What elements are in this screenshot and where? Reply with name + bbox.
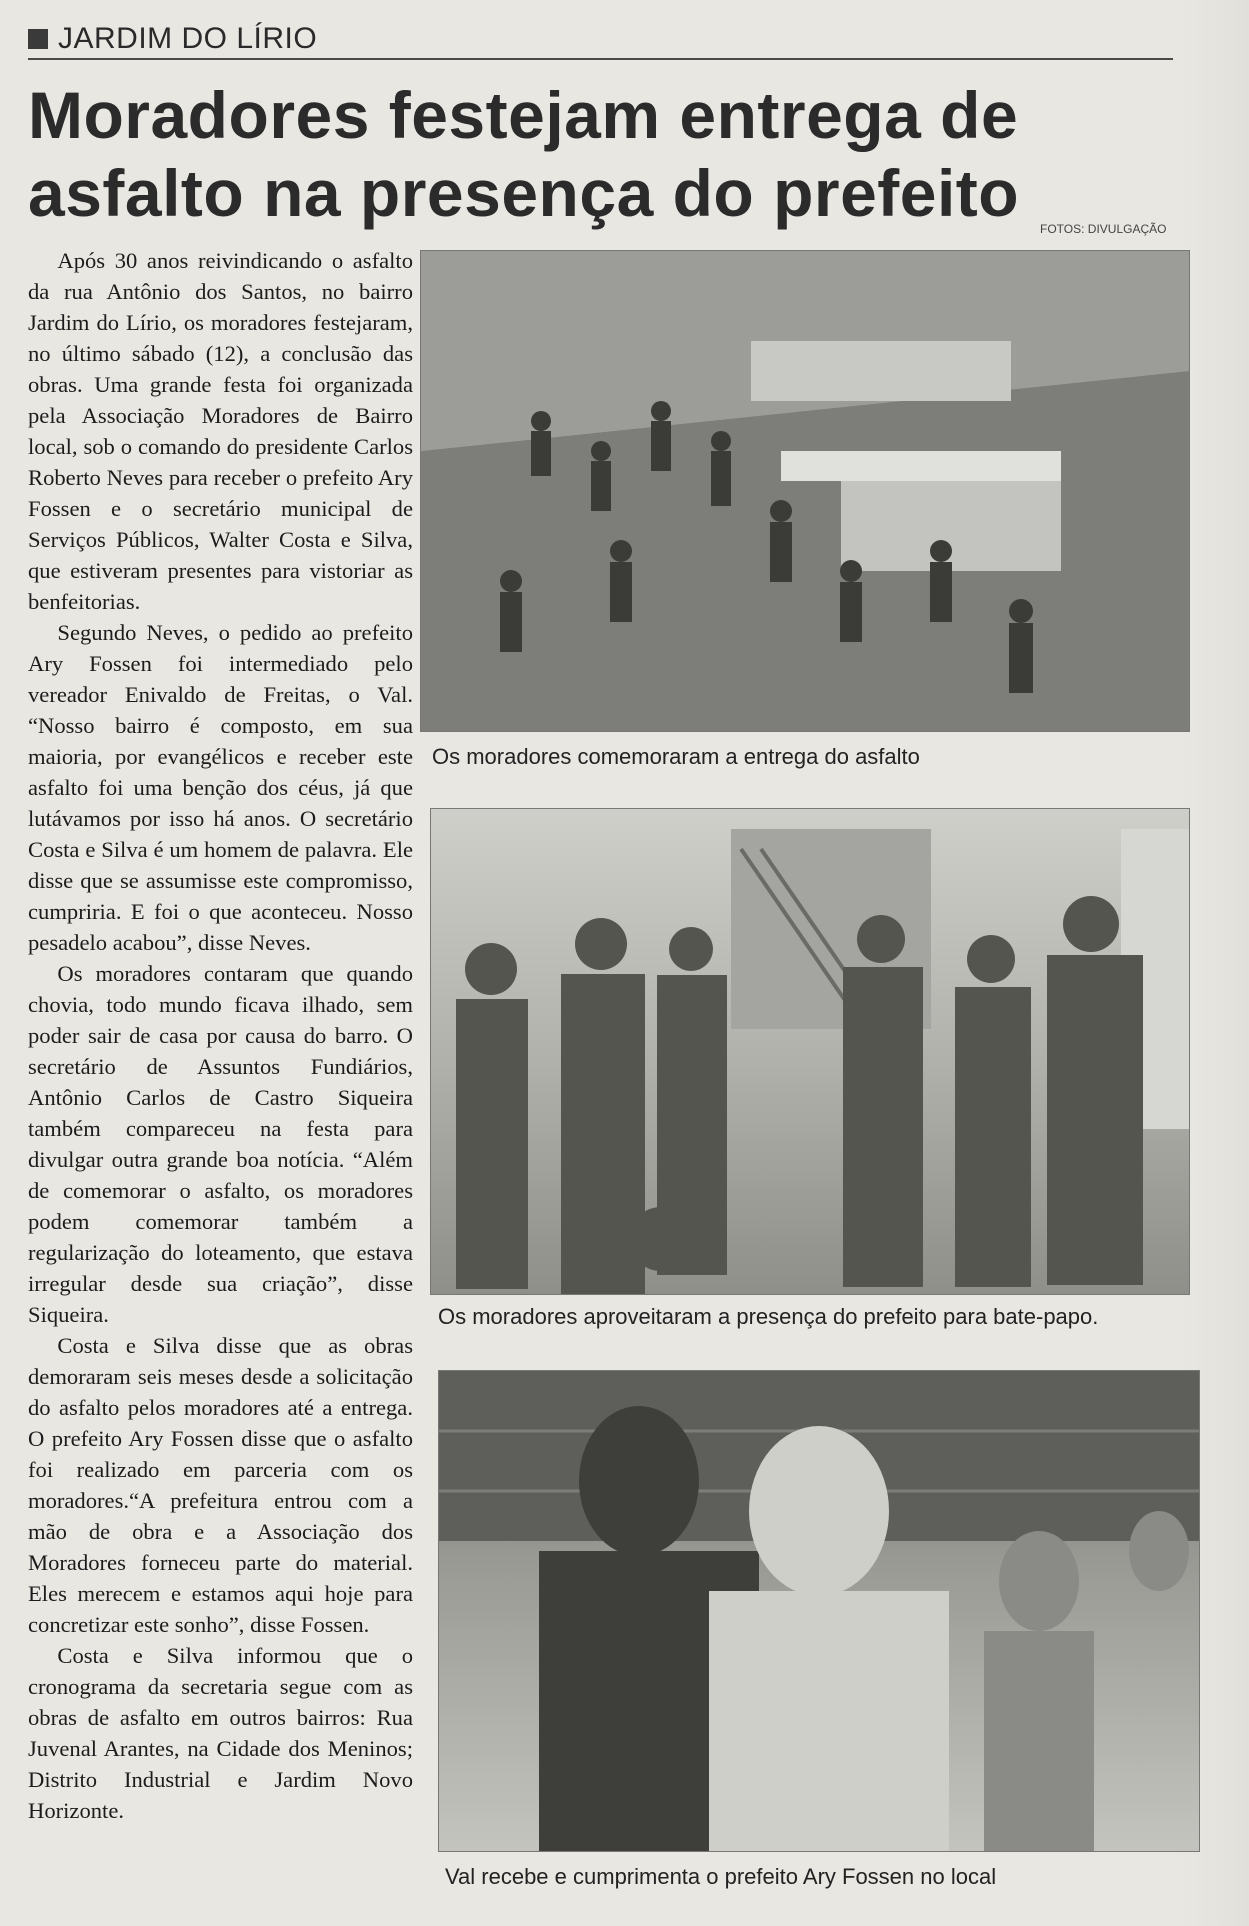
section-label: JARDIM DO LÍRIO	[58, 22, 318, 55]
paragraph: Segundo Neves, o pedido ao prefeito Ary Fossen foi intermediado pelo vereador Enivaldo de Freitas, o Val. “Nosso bairro é composto, em sua maioria, por evangélicos e receber este asfalto foi uma benção dos céus, já que lutávamos por isso há anos. O secretário Costa e Silva é um homem de palavra. Ele disse que se assumisse este compromisso, cumpriria. E foi o que aconteceu. Nosso pesadelo acabou”, disse Neves.	[28, 620, 413, 955]
photo-caption: Os moradores comemoraram a entrega do asfalto	[432, 744, 920, 769]
headline: Moradores festejam entrega de asfalto na presença do prefeito	[28, 78, 1020, 230]
paragraph: Costa e Silva disse que as obras demoraram seis meses desde a solicitação do asfalto pelos moradores até a entrega. O prefeito Ary Fossen disse que o asfalto foi realizado em parceria com os moradores.“A prefeitura entrou com a mão de obra e a Associação dos Moradores forneceu parte do material. Eles merecem e estamos aqui hoje para concretizar este sonho”, disse Fossen.	[28, 1333, 413, 1637]
article-body	[28, 245, 413, 1826]
photo-credit: FOTOS: DIVULGAÇÃO	[1040, 222, 1167, 236]
photo-street-illustration	[421, 251, 1189, 731]
square-bullet-icon	[28, 29, 48, 49]
photo-group-illustration	[431, 809, 1189, 1294]
photo-street-celebration	[420, 250, 1190, 732]
photo-residents-chat	[430, 808, 1190, 1295]
photo-handshake-illustration	[439, 1371, 1199, 1851]
paragraph: Costa e Silva informou que o cronograma da secretaria segue com as obras de asfalto em outros bairros: Rua Juvenal Arantes, na Cidade dos Meninos; Distrito Industrial e Jardim Novo Horizonte.	[28, 1643, 413, 1823]
section-rule	[28, 58, 1173, 60]
photo-caption: Val recebe e cumprimenta o prefeito Ary Fossen no local	[445, 1864, 997, 1889]
section-header	[28, 22, 317, 56]
photo-handshake	[438, 1370, 1200, 1852]
paragraph: Após 30 anos reivindicando o asfalto da rua Antônio dos Santos, no bairro Jardim do Lírio, os moradores festejaram, no último sábado (12), a conclusão das obras. Uma grande festa foi organizada pela Associação Moradores de Bairro local, sob o comando do presidente Carlos Roberto Neves para receber o prefeito Ary Fossen e o secretário municipal de Serviços Públicos, Walter Costa e Silva, que estiveram presentes para vistoriar as benfeitorias.	[28, 248, 413, 614]
paragraph: Os moradores contaram que quando chovia, todo mundo ficava ilhado, sem poder sair de casa por causa do barro. O secretário de Assuntos Fundiários, Antônio Carlos de Castro Siqueira também compareceu na festa para divulgar outra grande boa notícia. “Além de comemorar o asfalto, os moradores podem comemorar também a regularização do loteamento, que estava irregular desde sua criação”, disse Siqueira.	[28, 961, 413, 1327]
photo-caption: Os moradores aproveitaram a presença do prefeito para bate-papo.	[438, 1304, 1099, 1329]
